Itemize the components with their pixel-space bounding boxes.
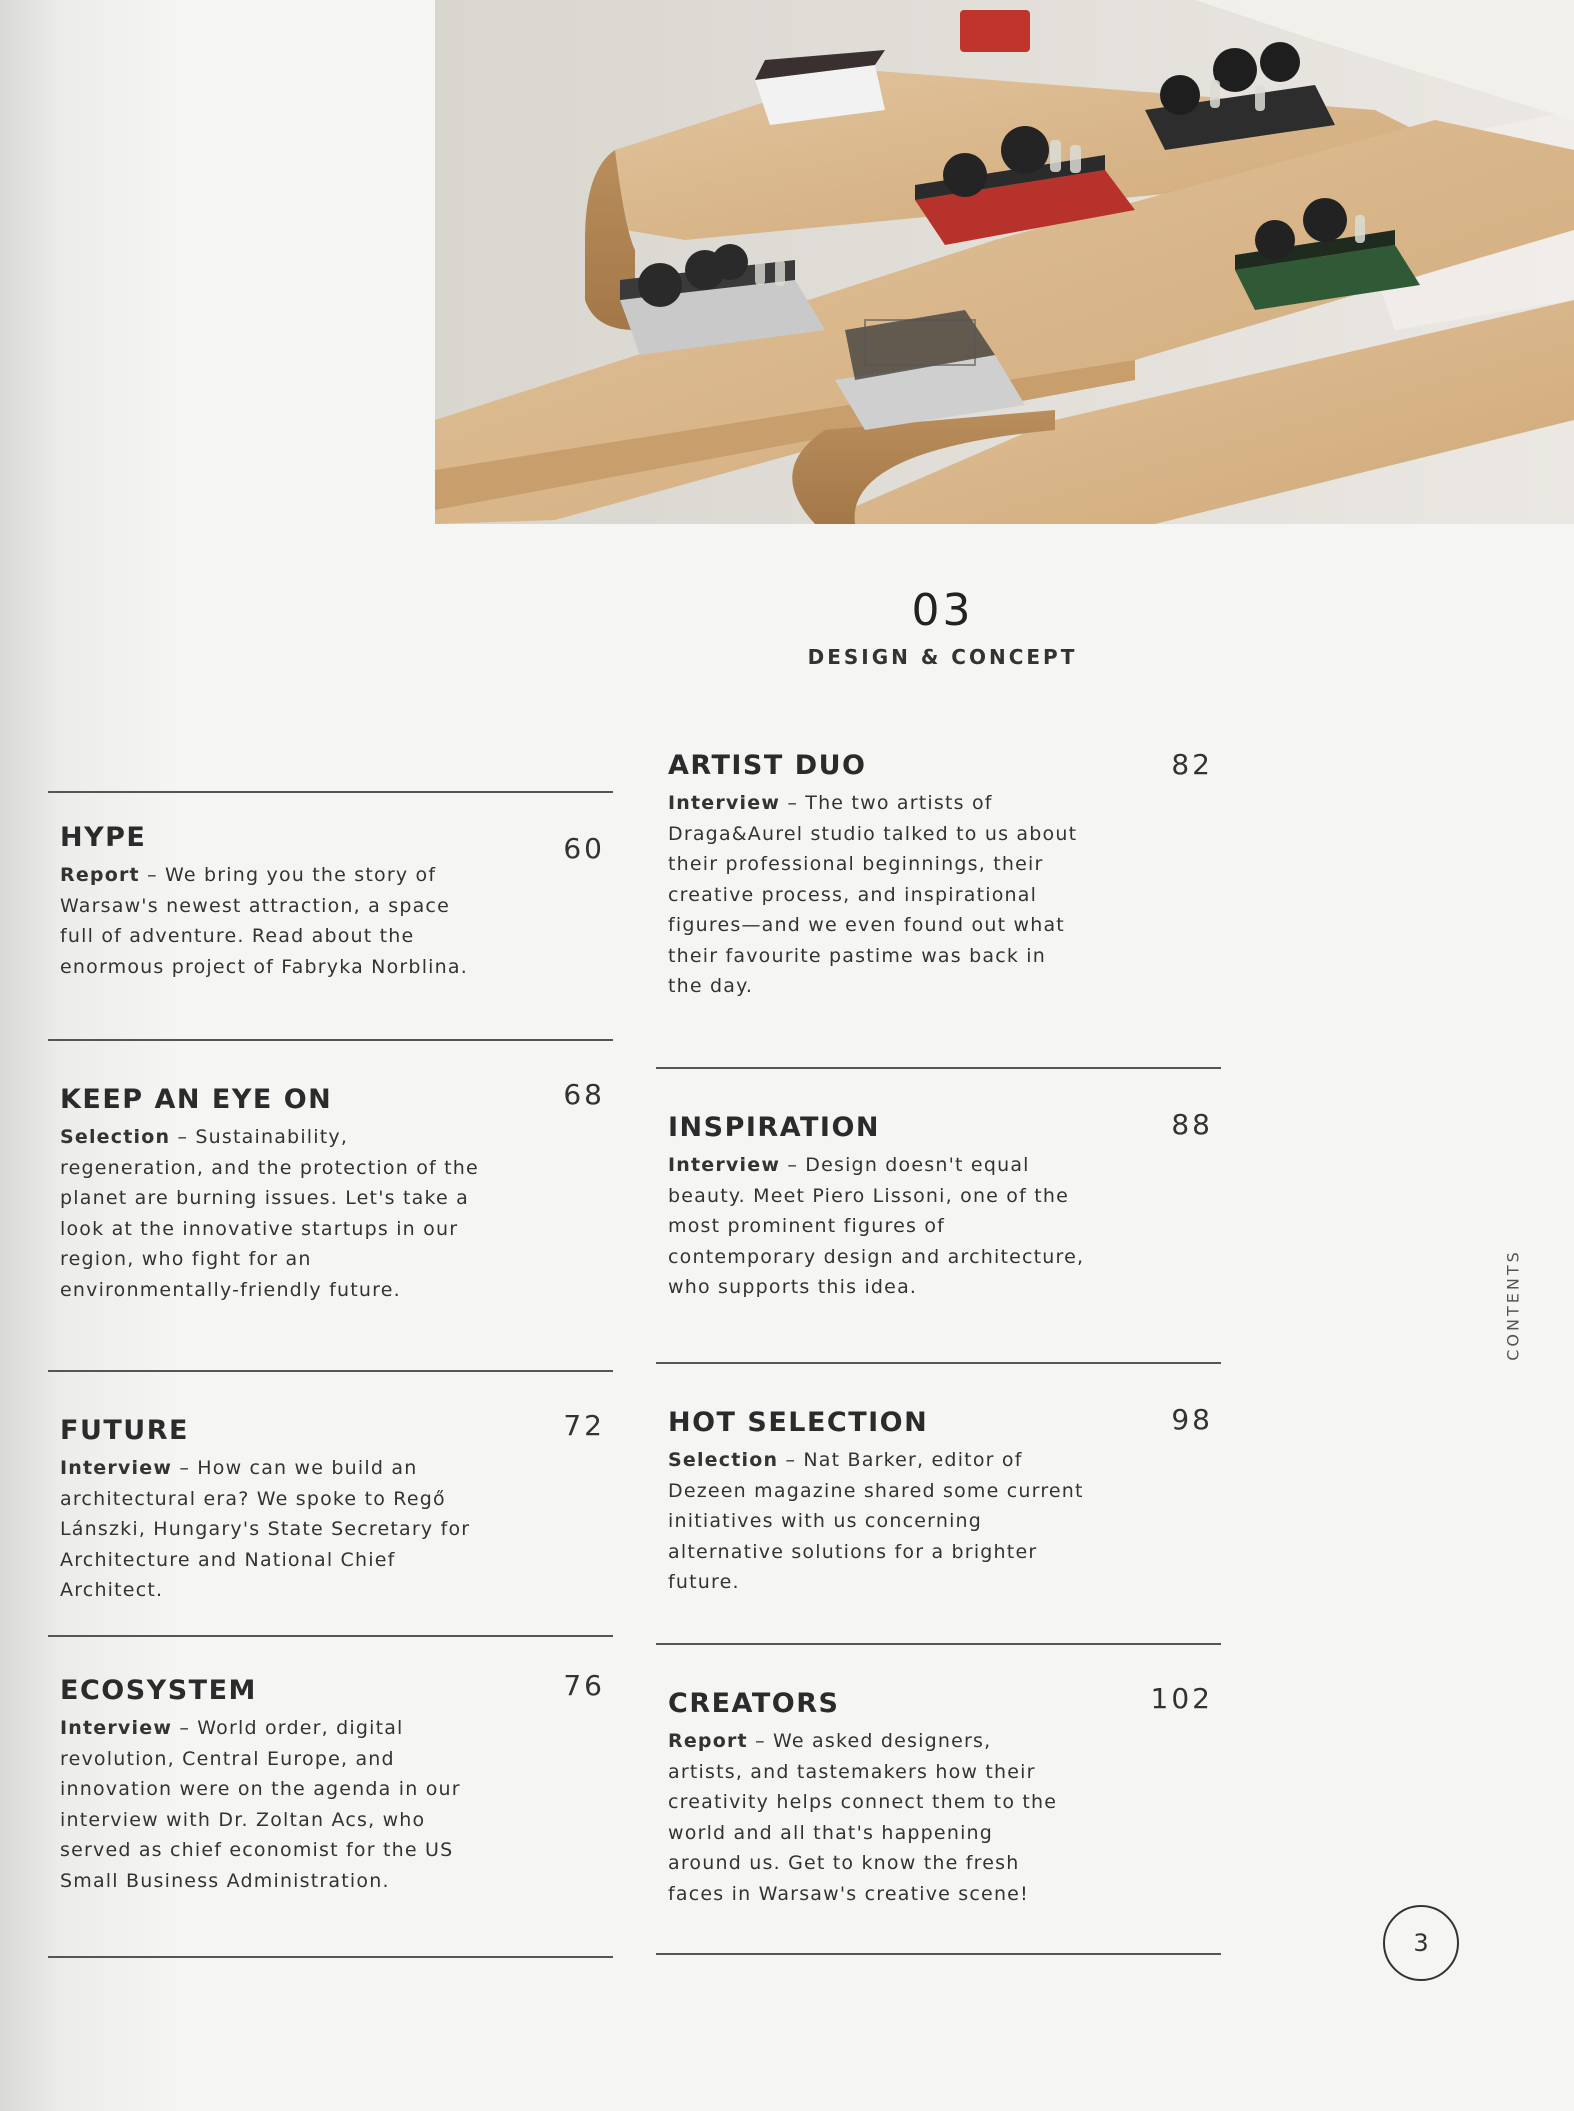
entry-kind: Interview	[668, 1154, 781, 1176]
entry-page-number: 76	[563, 1669, 605, 1702]
entry-page-number: 72	[563, 1409, 605, 1442]
entry-kind: Interview	[60, 1717, 173, 1739]
page-number-badge: 3	[1383, 1905, 1459, 1981]
divider	[656, 1362, 1221, 1364]
hero-photo	[435, 0, 1574, 524]
toc-entry-keep-an-eye-on[interactable]	[60, 1078, 605, 1344]
entry-page-number: 68	[563, 1078, 605, 1111]
entry-title: HYPE	[60, 822, 147, 853]
divider	[656, 1953, 1221, 1955]
divider	[48, 1956, 613, 1958]
entry-title: INSPIRATION	[668, 1112, 881, 1143]
entry-kind: Report	[60, 864, 140, 886]
entry-text: – We bring you the story of Warsaw's newest attraction, a space full of adventure. Read about the enormous project of Fabryka Norblina.	[60, 864, 468, 978]
divider	[48, 1635, 613, 1637]
entry-description	[668, 1726, 1068, 1909]
toc-entry-creators[interactable]	[668, 1682, 1213, 1938]
entry-description	[668, 1150, 1093, 1303]
entry-description	[668, 1445, 1093, 1598]
entry-description	[60, 1713, 485, 1896]
divider	[48, 1039, 613, 1041]
entry-page-number: 98	[1171, 1403, 1213, 1436]
entry-title: CREATORS	[668, 1688, 840, 1719]
toc-entry-ecosystem[interactable]	[60, 1669, 605, 1935]
entry-kind: Interview	[60, 1457, 173, 1479]
entry-text: – Design doesn't equal beauty. Meet Piero Lissoni, one of the most prominent figures of contemporary design and architecture, who supports this idea.	[668, 1154, 1085, 1298]
divider	[48, 791, 613, 793]
entry-text: – How can we build an architectural era? We spoke to Regő Lánszki, Hungary's State Secretary for Architecture and National Chief Architect.	[60, 1457, 471, 1601]
entry-title: FUTURE	[60, 1415, 189, 1446]
photo-image	[435, 0, 1574, 524]
entry-kind: Interview	[668, 792, 781, 814]
section-title: DESIGN & CONCEPT	[807, 645, 1078, 669]
entry-title: ECOSYSTEM	[60, 1675, 257, 1706]
entry-title: KEEP AN EYE ON	[60, 1084, 333, 1115]
entry-kind: Report	[668, 1730, 748, 1752]
entry-text: – We asked designers, artists, and tastemakers how their creativity helps connect them to the world and all that's happening around us. Get to know the fresh faces in Warsaw's creative scene!	[668, 1730, 1058, 1905]
toc-entry-hot-selection[interactable]	[668, 1403, 1213, 1607]
entry-text: – World order, digital revolution, Central Europe, and innovation were on the agenda in our interview with Dr. Zoltan Acs, who served as chief economist for the US Small Business Administration.	[60, 1717, 461, 1892]
entry-text: – The two artists of Draga&Aurel studio talked to us about their professional beginnings, their creative process, and inspirational figures—and we even found out what their favourite pastime was back in the day.	[668, 792, 1078, 997]
entry-title: HOT SELECTION	[668, 1407, 929, 1438]
entry-title: ARTIST DUO	[668, 750, 867, 781]
toc-entry-hype[interactable]	[60, 822, 605, 1012]
entry-text: – Nat Barker, editor of Dezeen magazine shared some current initiatives with us concerning alternative solutions for a brighter future.	[668, 1449, 1084, 1593]
entry-description	[668, 788, 1078, 1002]
contents-side-label: CONTENTS	[1503, 1249, 1523, 1361]
entry-page-number: 88	[1171, 1108, 1213, 1141]
entry-kind: Selection	[668, 1449, 779, 1471]
entry-text: – Sustainability, regeneration, and the protection of the planet are burning issues. Let's take a look at the innovative startups in our region, who fight for an environmentally-friendly future.	[60, 1126, 479, 1301]
entry-description	[60, 1122, 490, 1305]
divider	[48, 1370, 613, 1372]
toc-entry-inspiration[interactable]	[668, 1108, 1213, 1342]
divider	[656, 1643, 1221, 1645]
entry-page-number: 82	[1171, 748, 1213, 781]
divider	[656, 1067, 1221, 1069]
entry-kind: Selection	[60, 1126, 171, 1148]
entry-page-number: 102	[1150, 1682, 1213, 1715]
entry-page-number: 60	[563, 832, 605, 865]
toc-entry-artist-duo[interactable]	[668, 750, 1213, 1040]
entry-description	[60, 860, 480, 982]
toc-entry-future[interactable]	[60, 1409, 605, 1605]
entry-description	[60, 1453, 485, 1606]
section-number: 03	[911, 585, 974, 636]
